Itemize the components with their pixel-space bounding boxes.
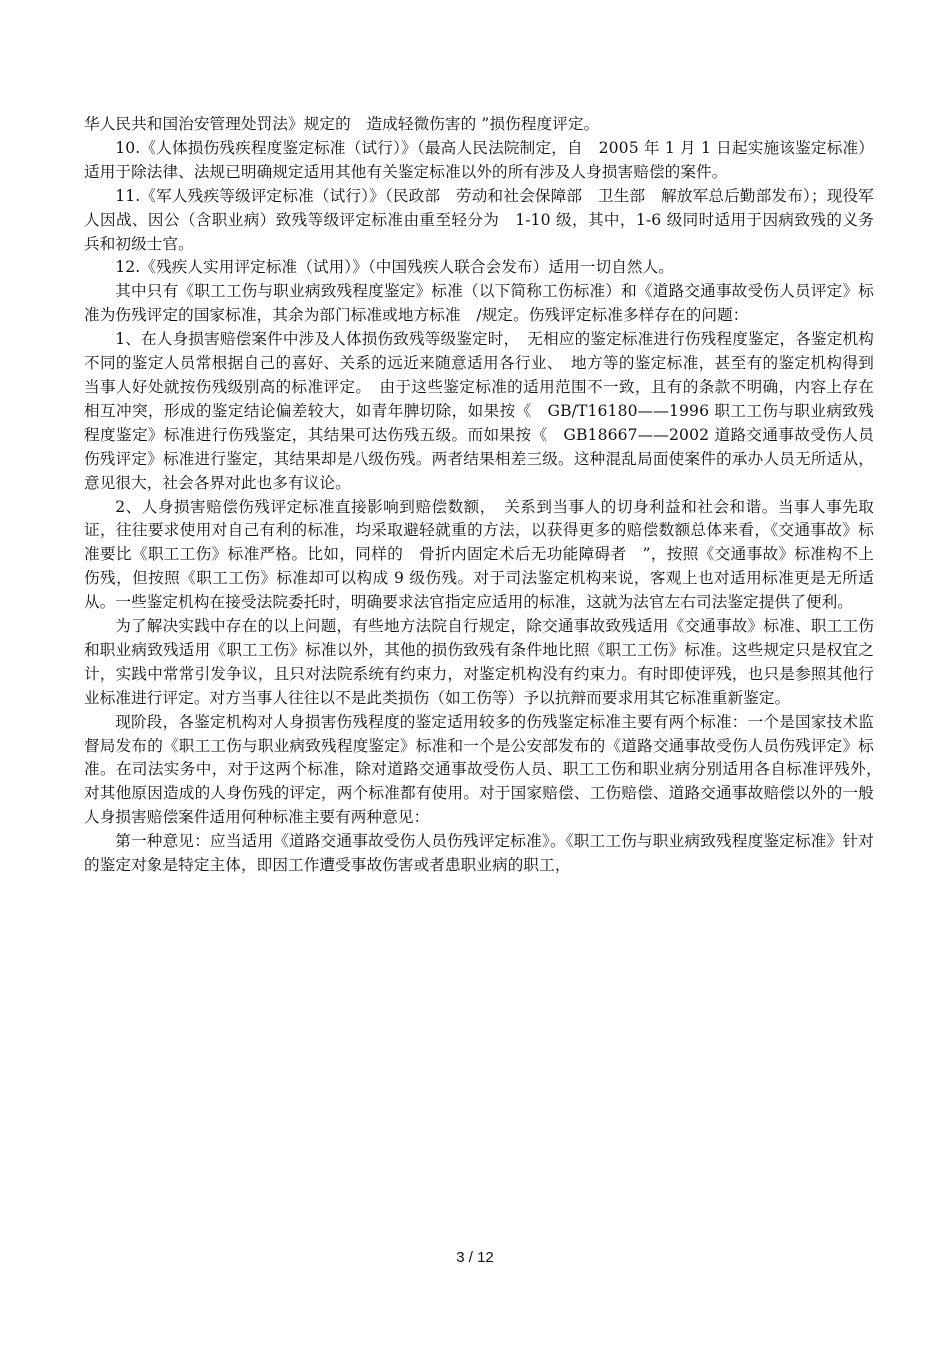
page-number: 3 / 12 xyxy=(456,1249,494,1266)
paragraph-3: 11.《军人残疾等级评定标准（试行）》（民政部 劳动和社会保障部 卫生部 解放军总后勤部发布）；现役军人因战、因公（含职业病）致残等级评定标准由重至轻分为 1-10 级，其中，1-6 级同时适用于因病致残的义务兵和初级士官。 xyxy=(84,186,874,253)
paragraph-8: 为了解决实践中存在的以上问题，有些地方法院自行规定，除交通事故致残适用《交通事故》标准、职工工伤和职业病致残适用《职工工伤》标准以外，其他的损伤致残有条件地比照《职工工伤》标准。这些规定只是权宜之计，实践中常常引发争议，且只对法院系统有约束力，对鉴定机构没有约束力。有时即使评残，也只是参照其他行业标准进行评定。对方当事人往往以不是此类损伤（如工伤等）予以抗辩而要求用其它标准重新鉴定。 xyxy=(84,617,874,707)
body-text xyxy=(84,113,890,878)
paragraph-6: 1、在人身损害赔偿案件中涉及人体损伤致残等级鉴定时， 无相应的鉴定标准进行伤残程度鉴定，各鉴定机构不同的鉴定人员常根据自己的喜好、关系的远近来随意适用各行业、 地方等的鉴定标准，甚至有的鉴定机构得到当事人好处就按伤残级别高的标准评定。 由于这些鉴定标准的适用范围不一致，且有的条款不明确，内容上存在相互冲突，形成的鉴定结论偏差较大，如青年脾切除，如果按《 GB/T16180——1996 职工工伤与职业病致残程度鉴定》标准进行伤残鉴定，其结果可达伤残五级。而如果按《 GB18667——2002 道路交通事故受伤人员伤残评定》标准进行鉴定，其结果却是八级伤残。两者结果相差三级。这种混乱局面使案件的承办人员无所适从，意见很大，社会各界对此也多有议论。 xyxy=(84,330,874,492)
paragraph-10: 第一种意见：应当适用《道路交通事故受伤人员伤残评定标准》。《职工工伤与职业病致残程度鉴定标准》针对的鉴定对象是特定主体，即因工作遭受事故伤害或者患职业病的职工， xyxy=(84,832,874,875)
paragraph-1: 华人民共和国治安管理处罚法》规定的 造成轻微伤害的 ”损伤程度评定。 xyxy=(84,115,600,133)
paragraph-5: 其中只有《职工工伤与职业病致残程度鉴定》标准（以下简称工伤标准）和《道路交通事故受伤人员评定》标准为伤残评定的国家标准，其余为部门标准或地方标准 /规定。伤残评定标准多样存在的问题： xyxy=(84,282,874,325)
paragraph-7: 2、人身损害赔偿伤残评定标准直接影响到赔偿数额， 关系到当事人的切身利益和社会和谐。当事人事先取证，往往要求使用对自己有利的标准，均采取避轻就重的方法，以获得更多的赔偿数额总体来看，《交通事故》标准要比《职工工伤》标准严格。比如，同样的 骨折内固定术后无功能障碍者 ”，按照《交通事故》标准构不上伤残，但按照《职工工伤》标准却可以构成 9 级伤残。对于司法鉴定机构来说，客观上也对适用标准更是无所适从。一些鉴定机构在接受法院委托时，明确要求法官指定应适用的标准，这就为法官左右司法鉴定提供了便利。 xyxy=(84,497,874,612)
paragraph-2: 10.《人体损伤残疾程度鉴定标准（试行）》（最高人民法院制定，自 2005 年 1 月 1 日起实施该鉴定标准）适用于除法律、法规已明确规定适用其他有关鉴定标准以外的所有涉及人身损害赔偿的案件。 xyxy=(84,138,874,181)
paragraph-4: 12.《残疾人实用评定标准（试用）》（中国残疾人联合会发布）适用一切自然人。 xyxy=(115,258,674,277)
paragraph-9: 现阶段，各鉴定机构对人身损害伤残程度的鉴定适用较多的伤残鉴定标准主要有两个标准：一个是国家技术监督局发布的《职工工伤与职业病致残程度鉴定》标准和一个是公安部发布的《道路交通事故受伤人员伤残评定》标准。在司法实务中，对于这两个标准，除对道路交通事故受伤人员、职工工伤和职业病分别适用各自标准评残外， 对其他原因造成的人身伤残的评定，两个标准都有使用。对于国家赔偿、工伤赔偿、道路交通事故赔偿以外的一般人身损害赔偿案件适用何种标准主要有两种意见： xyxy=(84,712,890,827)
